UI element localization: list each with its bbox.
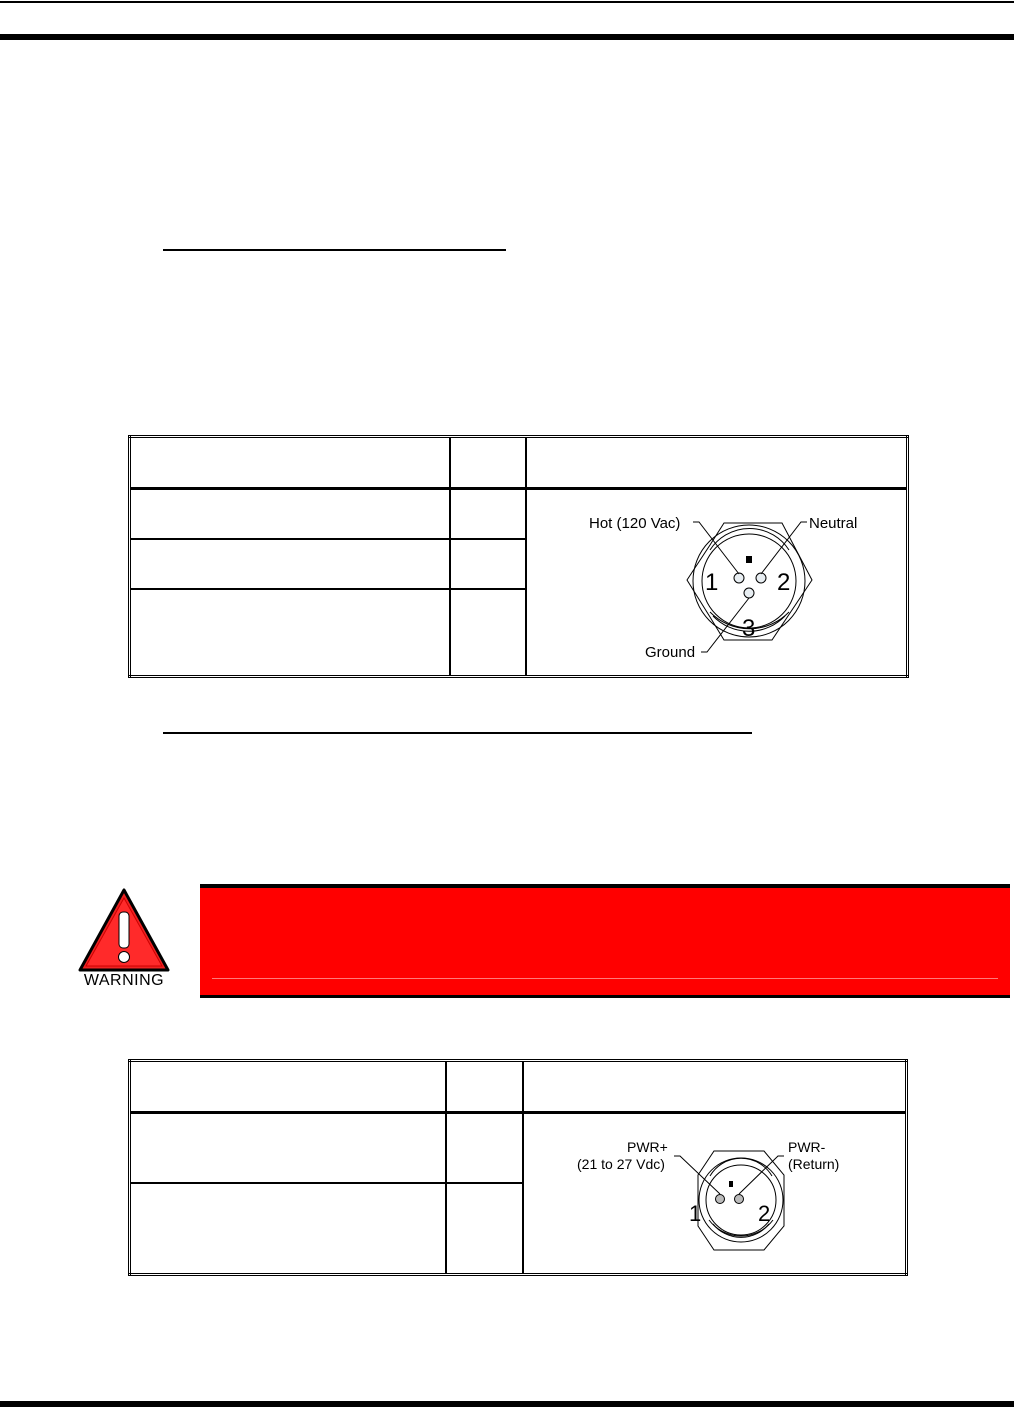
table-header-row <box>130 437 908 489</box>
key-marker <box>746 556 752 563</box>
header-thin-rule <box>0 1 1014 3</box>
dc-power-connector-table <box>128 1059 908 1276</box>
pwr-pos-range-label: (21 to 27 Vdc) <box>576 1156 665 1172</box>
section-heading-underline-dc <box>163 732 752 734</box>
table-header-row <box>130 1061 907 1113</box>
header-cell <box>523 1061 907 1113</box>
hot-label: Hot (120 Vac) <box>588 515 680 532</box>
header-thick-rule <box>0 34 1014 40</box>
table-cell <box>130 589 450 677</box>
table-cell <box>130 1113 446 1183</box>
pin-1 <box>715 1195 724 1204</box>
pin-2 <box>756 573 766 583</box>
table-row <box>130 489 908 539</box>
pin-3-number: 3 <box>741 615 755 642</box>
dc-connector-diagram <box>524 1114 906 1274</box>
table-cell <box>446 1113 523 1183</box>
pin-2-number: 2 <box>776 569 790 596</box>
ac-power-connector-table <box>128 435 909 678</box>
table-row <box>130 1113 907 1183</box>
pin-1-number: 1 <box>688 1201 701 1226</box>
footer-thick-rule <box>0 1401 1014 1407</box>
table-cell <box>130 1183 446 1275</box>
key-marker <box>729 1181 733 1187</box>
header-cell <box>446 1061 523 1113</box>
warning-banner <box>200 884 1010 998</box>
pin-2 <box>734 1195 743 1204</box>
ac-connector-diagram-cell <box>526 489 908 677</box>
table-cell <box>450 589 526 677</box>
header-cell <box>130 1061 446 1113</box>
header-cell <box>130 437 450 489</box>
ground-label: Ground <box>644 644 695 661</box>
warning-banner-inner-line <box>212 978 998 979</box>
pin-1-number: 1 <box>704 569 718 596</box>
header-cell <box>526 437 908 489</box>
table-cell <box>450 489 526 539</box>
header-cell <box>450 437 526 489</box>
pwr-neg-note-label: (Return) <box>787 1156 839 1172</box>
table-cell <box>130 539 450 589</box>
pin-3 <box>744 588 754 598</box>
table-cell <box>450 539 526 589</box>
section-heading-underline-ac <box>163 249 506 251</box>
neutral-label: Neutral <box>808 515 857 532</box>
ac-connector-diagram <box>527 490 907 678</box>
pwr-neg-label: PWR- <box>787 1139 825 1155</box>
warning-icon-label: WARNING <box>83 972 165 989</box>
pwr-pos-label: PWR+ <box>626 1139 668 1155</box>
pin-2-number: 2 <box>757 1201 770 1226</box>
table-cell <box>446 1183 523 1275</box>
table-cell <box>130 489 450 539</box>
pin-1 <box>734 573 744 583</box>
dc-connector-diagram-cell <box>523 1113 907 1275</box>
